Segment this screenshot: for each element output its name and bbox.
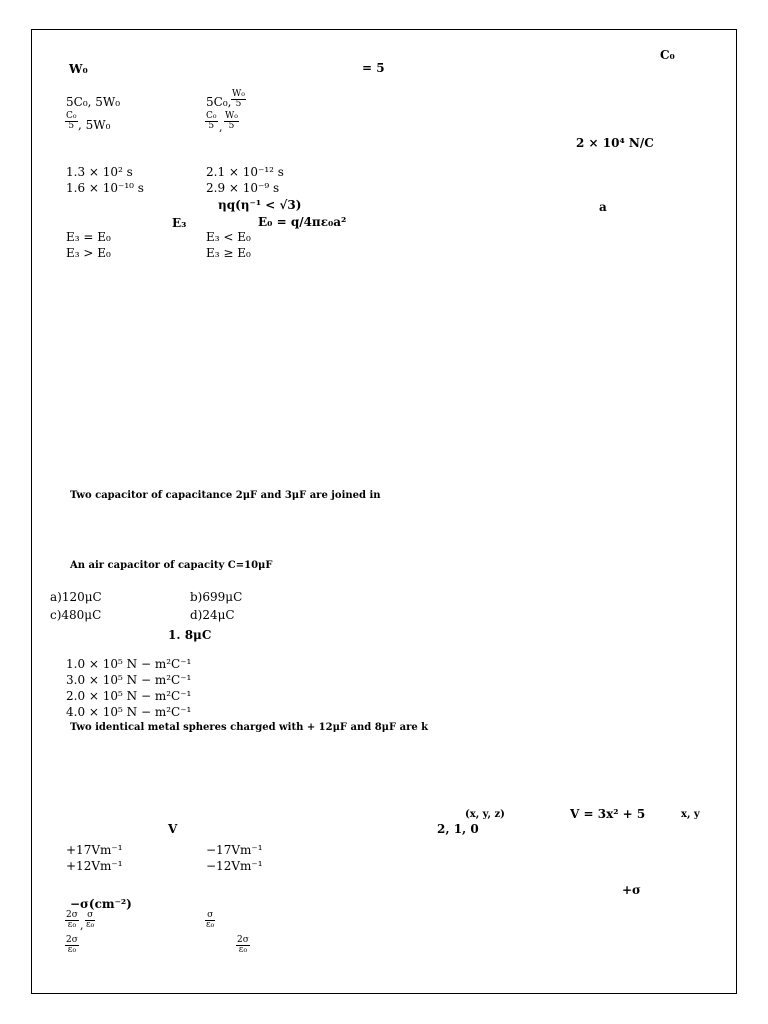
c0-label: C₀ <box>660 48 675 62</box>
fraction-numerator: W₀ <box>232 89 245 99</box>
e3-label: E₃ <box>172 216 187 230</box>
point-coordinates: 2, 1, 0 <box>437 822 479 836</box>
fraction-denominator: ε₀ <box>86 920 95 930</box>
q5-option-a: a)120μC <box>50 590 102 604</box>
q2-option-d: 2.9 × 10⁻⁹ s <box>206 181 280 195</box>
field-strength: 2 × 10⁴ N/C <box>576 136 654 150</box>
fraction-denominator: 5 <box>228 121 235 131</box>
fraction-numerator: 2σ <box>237 935 249 945</box>
q9-option-b-fraction <box>205 911 215 930</box>
q2-option-a: 1.3 × 10² s <box>66 165 133 179</box>
q5-option-d: d)24μC <box>190 608 235 622</box>
a-label: a <box>599 200 607 214</box>
q2-option-b: 2.1 × 10⁻¹² s <box>206 165 284 179</box>
q1-option-c-fraction <box>65 112 78 131</box>
q9-option-c-fraction <box>65 936 79 955</box>
fraction-numerator: σ <box>85 911 95 921</box>
fraction-numerator: C₀ <box>66 111 77 121</box>
w0-label: W₀ <box>69 62 88 76</box>
q9-option-d-fraction <box>236 936 250 955</box>
xy-label: x, y <box>681 809 700 820</box>
q1-option-b-fraction <box>231 90 246 109</box>
fraction-numerator: C₀ <box>206 111 217 121</box>
q1-option-c-tail: , 5W₀ <box>78 118 111 132</box>
fraction-denominator: ε₀ <box>238 945 248 955</box>
q8-option-b: −17Vm⁻¹ <box>206 843 263 857</box>
q8-option-c: +12Vm⁻¹ <box>66 859 123 873</box>
comma-separator: , <box>219 121 223 134</box>
fraction-denominator: ε₀ <box>67 920 77 930</box>
fraction-denominator: ε₀ <box>206 920 215 930</box>
q5-question-text: An air capacitor of capacity C=10μF <box>70 560 273 571</box>
fraction-numerator: 2σ <box>66 935 78 945</box>
fraction-numerator: 2σ <box>66 910 78 920</box>
xyz-coordinates: (x, y, z) <box>465 809 505 820</box>
q6-option-b: 3.0 × 10⁵ N − m²C⁻¹ <box>66 673 192 687</box>
q1-option-d-fraction-1 <box>205 112 218 131</box>
q1-option-a: 5C₀, 5W₀ <box>66 95 121 109</box>
fraction-numerator: σ <box>205 911 215 921</box>
q4-question-text: Two capacitor of capacitance 2μF and 3μF are joined in <box>70 490 381 501</box>
comma-separator: , <box>80 919 84 932</box>
q1-option-d-fraction-2 <box>224 112 239 131</box>
minus-sigma: −σ(cm⁻²) <box>70 897 132 911</box>
q9-option-a-fraction-1 <box>65 911 79 930</box>
v-label: V <box>168 822 178 836</box>
e0-definition: E₀ = q/4πε₀a² <box>258 215 347 229</box>
fraction-denominator: 5 <box>68 121 75 131</box>
q3-option-d: E₃ ≥ E₀ <box>206 246 251 260</box>
page-border <box>31 29 737 994</box>
fraction-numerator: W₀ <box>225 111 238 121</box>
q1-option-b-lead: 5C₀, <box>206 95 232 109</box>
q3-option-a: E₃ = E₀ <box>66 230 111 244</box>
q3-option-c: E₃ > E₀ <box>66 246 111 260</box>
q5-option-c: c)480μC <box>50 608 102 622</box>
q8-option-a: +17Vm⁻¹ <box>66 843 123 857</box>
q6-option-d: 4.0 × 10⁵ N − m²C⁻¹ <box>66 705 192 719</box>
plus-sigma: +σ <box>622 883 641 897</box>
q6-option-c: 2.0 × 10⁵ N − m²C⁻¹ <box>66 689 192 703</box>
q9-option-a-fraction-2 <box>85 911 95 930</box>
q6-option-a: 1.0 × 10⁵ N − m²C⁻¹ <box>66 657 192 671</box>
q3-option-b: E₃ < E₀ <box>206 230 251 244</box>
potential-expression: V = 3x² + 5 <box>570 807 646 821</box>
q2-option-c: 1.6 × 10⁻¹⁰ s <box>66 181 144 195</box>
q5-option-b: b)699μC <box>190 590 243 604</box>
fraction-denominator: ε₀ <box>67 945 77 955</box>
fraction-denominator: 5 <box>235 99 242 109</box>
fraction-denominator: 5 <box>208 121 215 131</box>
q8-option-d: −12Vm⁻¹ <box>206 859 263 873</box>
charge-value: 1. 8μC <box>168 628 212 642</box>
eta-expression: ηq(η⁻¹ < √3) <box>218 198 302 212</box>
equals-five: = 5 <box>362 61 385 75</box>
q7-question-text: Two identical metal spheres charged with + 12μF and 8μF are k <box>70 722 429 733</box>
